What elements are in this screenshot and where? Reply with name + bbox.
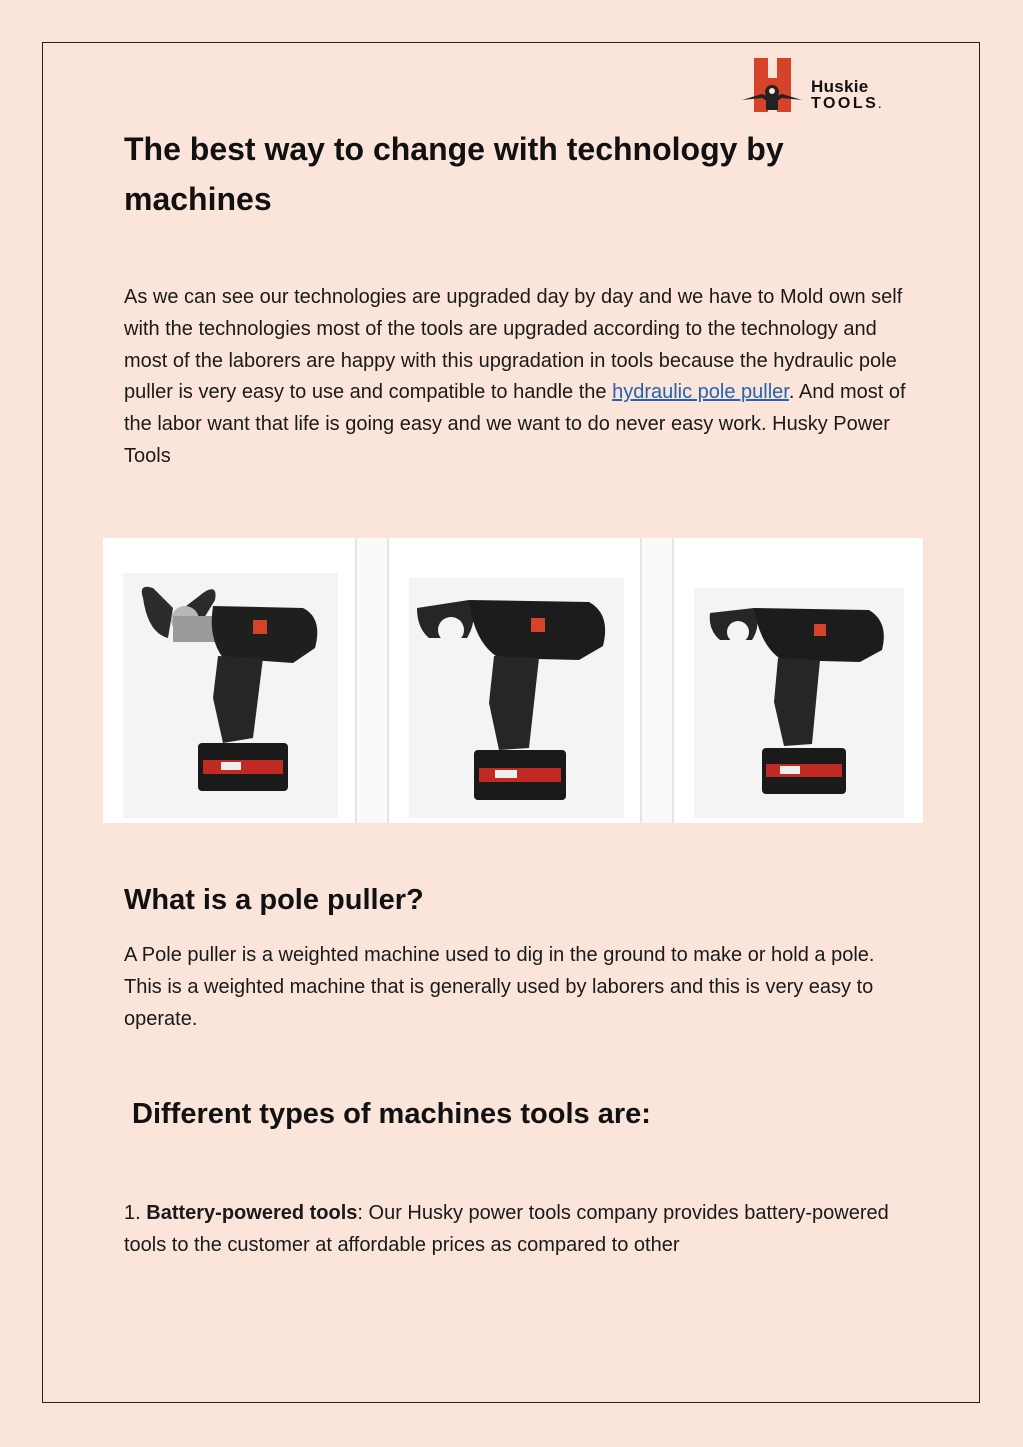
gallery-divider [357, 538, 389, 823]
product-image-1 [103, 538, 357, 823]
page-title: The best way to change with technology by machines [124, 131, 784, 217]
logo-line-tools: TOOLS. [811, 95, 882, 112]
intro-paragraph: As we can see our technologies are upgraded day by day and we have to Mold own self with the technologies most of the tools are upgraded according to the technology and most of the laborers are happy with this upgradation in tools because the hydraulic pole puller is very easy to use and compatible to handle the hydraulic pole puller. And most of the labor want that life is going easy and we want to do never easy work. Husky Power Tools [124, 286, 906, 467]
battery-cutter-tool-icon [103, 538, 357, 823]
section-heading-pole-puller: What is a pole puller? [124, 884, 424, 916]
gallery-divider [642, 538, 674, 823]
list-item-term: Battery-powered tools [146, 1202, 358, 1224]
list-item-battery-powered-tools: 1. Battery-powered tools: Our Husky power tools company provides battery-powered tools to the customer at affordable prices as compared to other [124, 1202, 889, 1256]
logo-line-huskie: Huskie [811, 77, 869, 96]
product-image-3 [674, 538, 923, 823]
huskie-tools-logo [742, 58, 904, 114]
product-image-2 [389, 538, 642, 823]
product-image-gallery [103, 538, 923, 823]
pole-puller-paragraph: A Pole puller is a weighted machine used to dig in the ground to make or hold a pole. This is a weighted machine that is generally used by laborers and this is very easy to operate. [124, 944, 875, 1030]
section-heading-machine-types: Different types of machines tools are: [132, 1098, 651, 1130]
hydraulic-pole-puller-link[interactable]: hydraulic pole puller [612, 381, 789, 404]
battery-crimper-tool-icon [389, 538, 642, 823]
battery-crimper-tool-icon [674, 538, 923, 823]
